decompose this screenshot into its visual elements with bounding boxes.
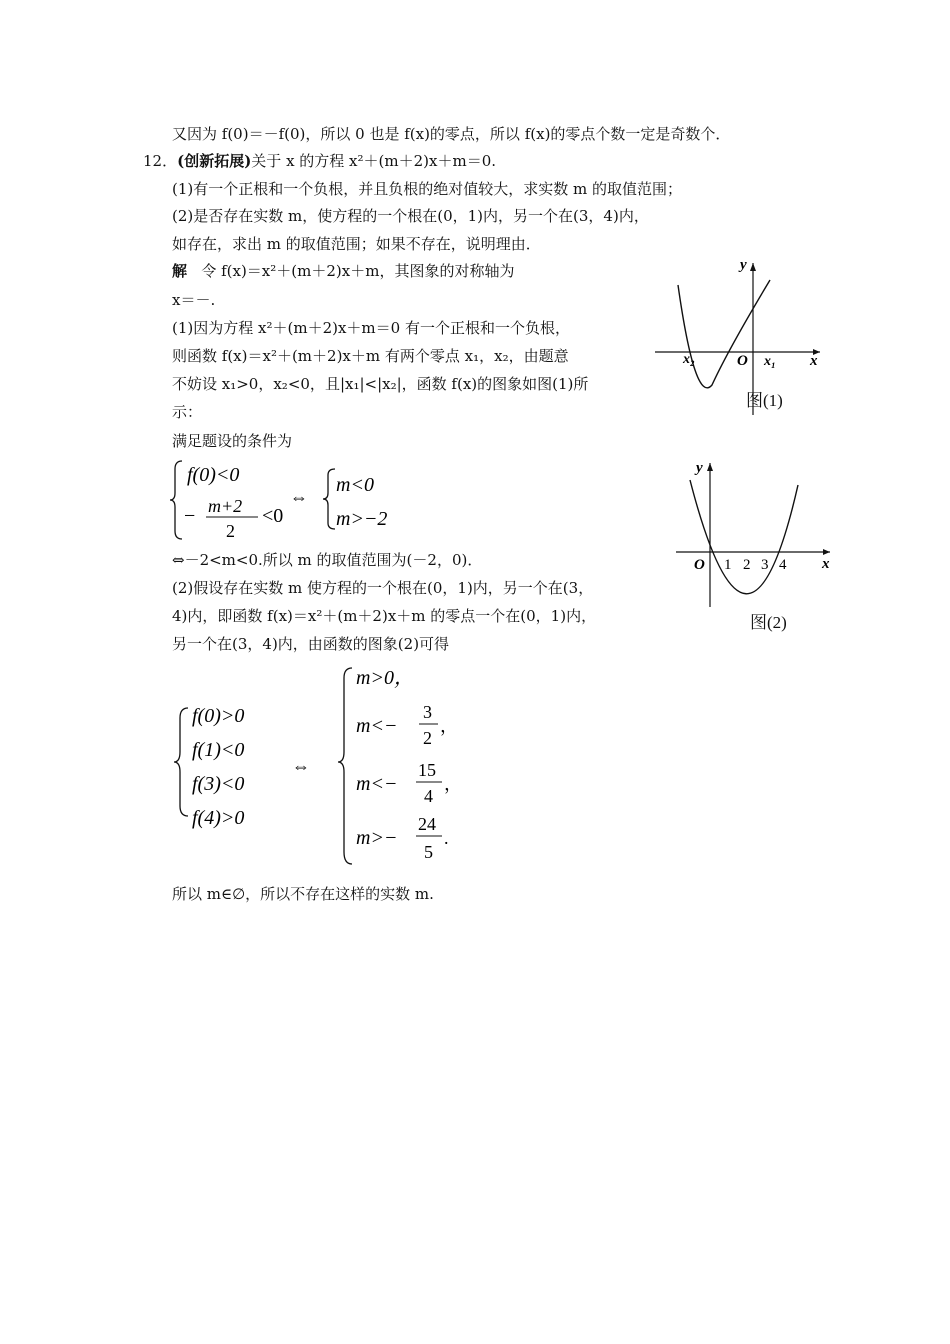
question-part-1: (1)有一个正根和一个负根，并且负根的绝对值较大，求实数 m 的取值范围； (172, 180, 683, 198)
svg-text:−: − (184, 505, 196, 527)
solution-line-8: ⇔－2<m<0.所以 m 的取值范围为(－2，0)． (172, 551, 483, 569)
fig2-parabola (690, 480, 798, 594)
solution-line-5: 不妨设 x₁>0，x₂<0，且|x₁|<|x₂|，函数 f(x)的图象如图(1)所 (172, 375, 589, 393)
sys2-frac3-den: 5 (424, 842, 433, 862)
question-number: 12． (143, 152, 178, 170)
sys1-frac-num: m+2 (208, 496, 243, 516)
sys2-cond-4: f(4)>0 (192, 807, 245, 829)
fig1-y-label: y (740, 257, 747, 273)
question-header (143, 151, 496, 171)
solution-conclusion: 所以 m∈∅，所以不存在这样的实数 m. (172, 885, 434, 903)
fig1-origin-label: O (737, 353, 748, 369)
figure-1-caption: 图(1) (746, 391, 783, 410)
sys2-frac1-den: 2 (423, 728, 432, 748)
fig1-x1-label: x₁ (764, 354, 776, 369)
solution-line-1 (172, 261, 514, 281)
fig2-tick-2: 2 (743, 557, 751, 573)
sys2-comma-1: ， (440, 716, 458, 736)
fig1-x-label: x (810, 353, 818, 369)
sys2-result-2: m<− (356, 715, 398, 737)
equation-system-2 (170, 660, 470, 870)
solution-line-2: x＝－. (172, 291, 216, 309)
sys2-cond-3: f(3)<0 (192, 773, 245, 795)
sys1-frac-den: 2 (226, 521, 235, 541)
fig2-x-label: x (822, 556, 830, 572)
sys1-iff: ⇔ (290, 487, 308, 507)
solution-line-6: 示： (172, 403, 203, 421)
solution-line-7: 满足题设的条件为 (172, 432, 293, 450)
sys2-result-4: m>− (356, 827, 398, 849)
fig2-origin-label: O (694, 557, 705, 573)
solution-line-9: (2)假设存在实数 m 使方程的一个根在(0，1)内，另一个在(3， (172, 579, 594, 597)
figure-2-caption: 图(2) (750, 613, 787, 632)
sys2-result-3: m<− (356, 773, 398, 795)
solution-label: 解 (172, 262, 188, 280)
solution-line-4: 则函数 f(x)＝x²＋(m＋2)x＋m 有两个零点 x₁，x₂，由题意 (172, 347, 569, 365)
fig2-y-label: y (696, 460, 703, 476)
solution-text-1: 令 f(x)＝x²＋(m＋2)x＋m，其图象的对称轴为 (201, 262, 515, 280)
fig1-parabola (678, 280, 770, 388)
solution-line-3: (1)因为方程 x²＋(m＋2)x＋m＝0 有一个正根和一个负根， (172, 319, 570, 337)
sys2-frac2-den: 4 (424, 786, 433, 806)
sys1-cond-2-tail: <0 (262, 505, 284, 527)
sys1-result-2: m>−2 (336, 508, 388, 530)
sys1-result-1: m<0 (336, 474, 374, 496)
equation-system-1 (170, 455, 420, 545)
fig2-tick-3: 3 (761, 557, 769, 573)
sys1-cond-1: f(0)<0 (187, 464, 240, 486)
sys2-frac2-num: 15 (418, 760, 436, 780)
sys2-frac3-num: 24 (418, 814, 436, 834)
figure-1-graph (650, 255, 830, 420)
fig1-x2-label: x₂ (683, 352, 695, 367)
sys2-cond-2: f(1)<0 (192, 739, 245, 761)
figure-2-graph (668, 455, 838, 610)
text-line-1: 又因为 f(0)＝－f(0)，所以 0 也是 f(x)的零点，所以 f(x)的零点个数一定是奇数个． (172, 125, 731, 143)
sys2-result-1: m>0， (356, 667, 414, 689)
question-part-2-cont: 如存在，求出 m 的取值范围；如果不存在，说明理由． (172, 235, 541, 253)
solution-line-10: 4)内，即函数 f(x)＝x²＋(m＋2)x＋m 的零点一个在(0，1)内， (172, 607, 597, 625)
solution-line-11: 另一个在(3，4)内，由函数的图象(2)可得 (172, 635, 450, 653)
fig2-tick-1: 1 (724, 557, 732, 573)
sys2-iff: ⇔ (292, 756, 310, 776)
sys2-period: . (444, 828, 449, 848)
question-tag: (创新拓展) (177, 152, 252, 170)
sys2-cond-1: f(0)>0 (192, 705, 245, 727)
fig2-tick-4: 4 (779, 557, 787, 573)
question-part-2: (2)是否存在实数 m，使方程的一个根在(0，1)内，另一个在(3，4)内， (172, 207, 649, 225)
sys2-comma-2: ， (444, 774, 462, 794)
sys2-frac1-num: 3 (423, 702, 432, 722)
question-text: 关于 x 的方程 x²＋(m＋2)x＋m＝0. (251, 152, 496, 170)
